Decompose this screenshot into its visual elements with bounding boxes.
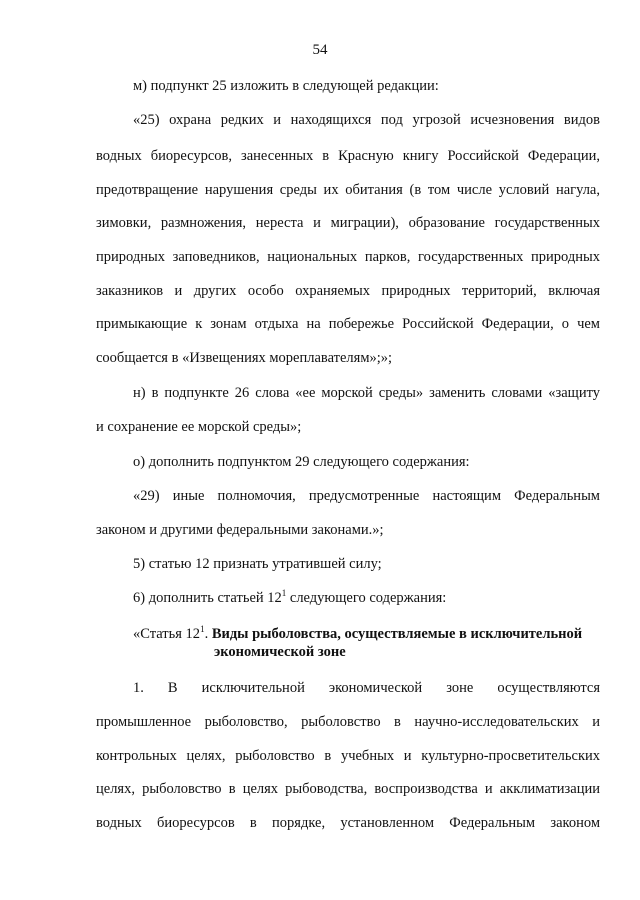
page-number: 54 bbox=[312, 42, 328, 58]
paragraph-25-line: «25) охрана редких и находящихся под угрозой исчезновения видов bbox=[133, 112, 600, 128]
clause-1-line: водных биоресурсов в порядке, установленном Федеральным законом bbox=[96, 815, 600, 831]
superscript: 1 bbox=[281, 588, 287, 598]
article-prefix-after: . bbox=[204, 626, 212, 642]
article-heading bbox=[133, 624, 600, 644]
article-prefix: «Статья 12 bbox=[133, 626, 201, 642]
clause-1-line: контрольных целях, рыболовство в учебных и культурно-просветительских bbox=[96, 748, 600, 764]
clause-1-line: целях, рыболовство в целях рыбоводства, воспроизводства и акклиматизации bbox=[96, 781, 600, 797]
paragraph-6-text-after: следующего содержания: bbox=[286, 590, 447, 606]
article-title-line1: Виды рыболовства, осуществляемые в исключительной bbox=[211, 626, 583, 642]
paragraph-25-line: водных биоресурсов, занесенных в Красную книгу Российской Федерации, bbox=[96, 148, 600, 164]
clause-1-line: 1. В исключительной экономической зоне осуществляются bbox=[133, 680, 600, 696]
paragraph-6-text: 6) дополнить статьей 12 bbox=[133, 590, 282, 606]
paragraph-m: м) подпункт 25 изложить в следующей редакции: bbox=[133, 78, 439, 94]
paragraph-29-line: «29) иные полномочия, предусмотренные настоящим Федеральным bbox=[133, 488, 600, 504]
paragraph-5: 5) статью 12 признать утратившей силу; bbox=[133, 556, 382, 572]
paragraph-25-line: заказников и других особо охраняемых природных территорий, включая bbox=[96, 283, 600, 299]
paragraph-25-line: предотвращение нарушения среды их обитания (в том числе условий нагула, bbox=[96, 182, 600, 198]
paragraph-25-line: природных заповедников, национальных парков, государственных природных bbox=[96, 249, 600, 265]
paragraph-n-line: и сохранение ее морской среды»; bbox=[96, 419, 302, 435]
paragraph-o: о) дополнить подпунктом 29 следующего содержания: bbox=[133, 454, 470, 470]
paragraph-25-line: примыкающие к зонам отдыха на побережье Российской Федерации, о чем bbox=[96, 316, 600, 332]
paragraph-25-line: сообщается в «Извещениях мореплавателям»;»; bbox=[96, 350, 393, 366]
clause-1-line: промышленное рыболовство, рыболовство в научно-исследовательских и bbox=[96, 714, 600, 730]
article-title-line2: экономической зоне bbox=[214, 644, 346, 660]
paragraph-6 bbox=[133, 588, 600, 608]
paragraph-n-line: н) в подпункте 26 слова «ее морской среды» заменить словами «защиту bbox=[133, 385, 600, 401]
paragraph-29-line: законом и другими федеральными законами.»; bbox=[96, 522, 384, 538]
superscript: 1 bbox=[200, 624, 205, 634]
paragraph-25-line: зимовки, размножения, нереста и миграции), образование государственных bbox=[96, 215, 600, 231]
